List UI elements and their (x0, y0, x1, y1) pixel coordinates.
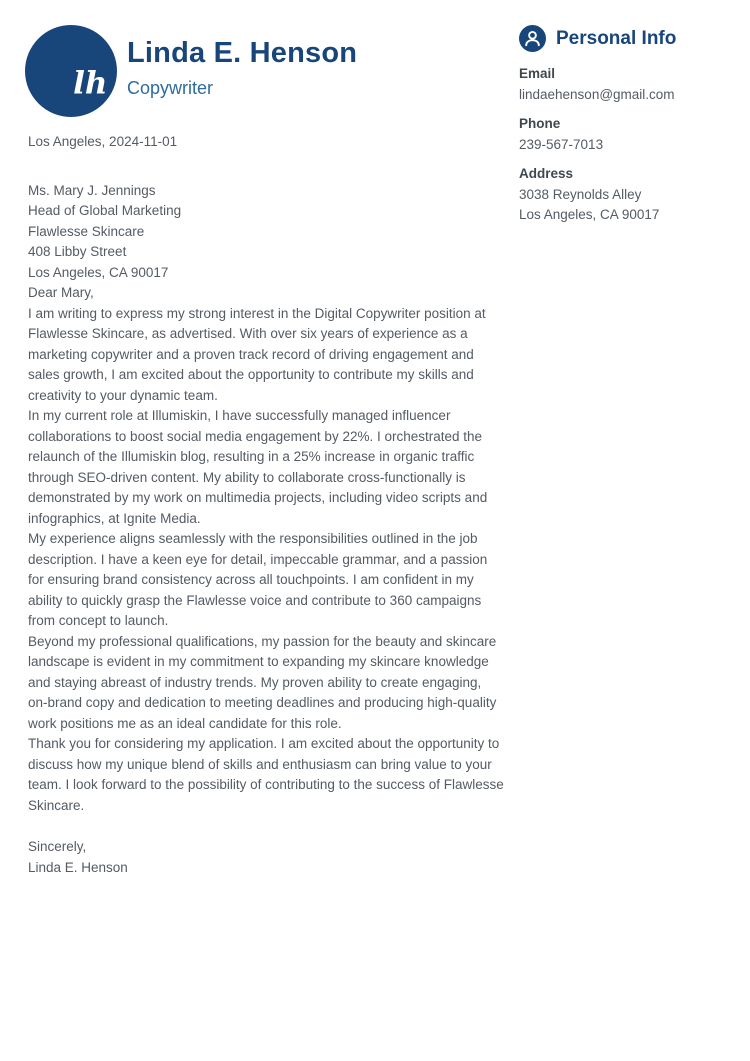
avatar-monogram: lh (73, 65, 108, 102)
closing-block (28, 837, 504, 878)
person-icon (519, 25, 546, 52)
page-title: Linda E. Henson (127, 37, 358, 69)
personal-info-fields (519, 64, 734, 226)
email-value: lindaehenson@gmail.com (519, 86, 675, 102)
address-value-line: Los Angeles, CA 90017 (519, 207, 660, 222)
personal-info-header (519, 25, 734, 52)
letter-paragraph: Thank you for considering my application. I am excited about the opportunity to discuss how my unique blend of skills and enthusiasm can bring value to your team. I look forward to the possibility of contributing to the success of Flawlesse Skincare. (28, 736, 504, 813)
address-field (519, 164, 734, 226)
personal-info-section (519, 25, 734, 235)
recipient-street: 408 Libby Street (28, 244, 127, 259)
signature: Linda E. Henson (28, 859, 128, 875)
recipient-name: Ms. Mary J. Jennings (28, 182, 156, 198)
cover-letter-body (28, 132, 504, 878)
email-label: Email (519, 66, 556, 81)
email-field (519, 64, 734, 105)
phone-value: 239-567-7013 (519, 136, 604, 152)
salutation: Dear Mary, (28, 285, 94, 300)
date-line: Los Angeles, 2024-11-01 (28, 134, 178, 149)
personal-info-title: Personal Info (556, 28, 677, 49)
letter-paragraph: Beyond my professional qualifications, my passion for the beauty and skincare landscape is evident in my commitment to expanding my skincare knowledge and staying abreast of industry trends. My proven ability to create engaging, on-brand copy and dedication to meeting deadlines and producing high-quality work positions me as an ideal candidate for this role. (28, 633, 497, 731)
job-title: Copywriter (127, 77, 214, 98)
header (127, 38, 357, 99)
recipient-city: Los Angeles, CA 90017 (28, 264, 169, 280)
letter-paragraph: In my current role at Illumiskin, I have successfully managed influencer collaborations to boost social media engagement by 22%. I orchestrated the relaunch of the Illumiskin blog, resulting in a 25% increase in organic traffic through SEO-driven content. My ability to collaborate cross-functionally is demonstrated by my work on multimedia projects, including video scripts and infographics, at Ignite Media. (28, 408, 488, 526)
recipient-block (28, 181, 504, 284)
phone-field (519, 114, 734, 155)
letter-paragraph: My experience aligns seamlessly with the responsibilities outlined in the job description. I have a keen eye for detail, impeccable grammar, and a passion for ensuring brand consistency across all touchpoints. I am confident in my ability to quickly grasp the Flawlesse voice and contribute to 360 campaigns from concept to launch. (28, 531, 488, 628)
recipient-company: Flawlesse Skincare (28, 223, 145, 239)
phone-label: Phone (519, 116, 561, 131)
avatar (25, 25, 117, 117)
closing: Sincerely, (28, 839, 87, 854)
address-value-line: 3038 Reynolds Alley (519, 186, 642, 202)
letter-paragraph: I am writing to express my strong interest in the Digital Copywriter position at Flawlesse Skincare, as advertised. With over six years of experience as a marketing copywriter and a proven track record of driving engagement and sales growth, I am excited about the opportunity to contribute my skills and creativity to your dynamic team. (28, 305, 486, 403)
recipient-role: Head of Global Marketing (28, 203, 182, 218)
address-label: Address (519, 166, 574, 181)
